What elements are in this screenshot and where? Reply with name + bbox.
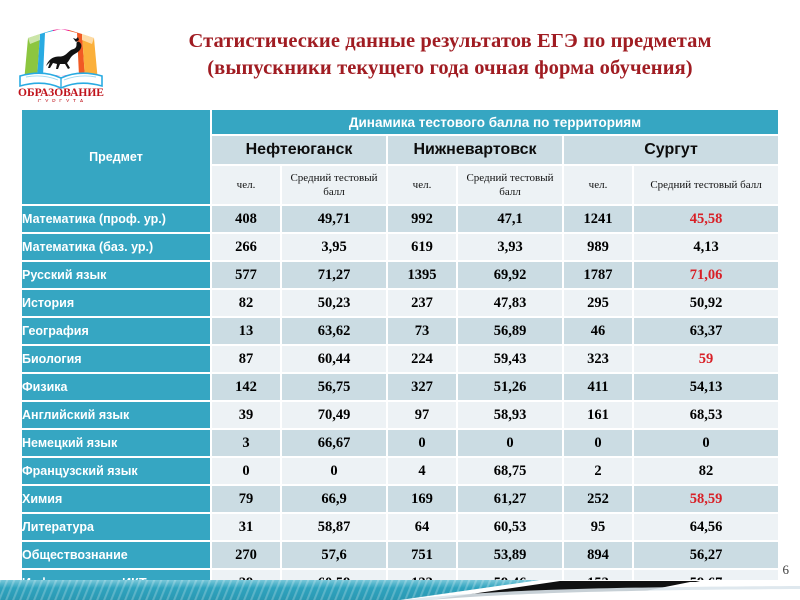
row-cell-4: 95 <box>564 514 634 542</box>
header-avgscore-surgut: Средний тестовый балл <box>634 166 778 206</box>
header-count-surgut: чел. <box>564 166 634 206</box>
row-cell-5: 82 <box>634 458 778 486</box>
header-count-nefteyugansk: чел. <box>212 166 282 206</box>
row-cell-4: 323 <box>564 346 634 374</box>
logo-open-book <box>20 73 102 88</box>
table-row <box>22 262 778 290</box>
row-cell-0: 0 <box>212 458 282 486</box>
row-cell-0: 79 <box>212 486 282 514</box>
row-cell-5: 64,56 <box>634 514 778 542</box>
row-cell-4: 295 <box>564 290 634 318</box>
row-cell-0: 408 <box>212 206 282 234</box>
row-cell-5: 0 <box>634 430 778 458</box>
row-cell-1: 56,75 <box>282 374 388 402</box>
row-cell-0: 13 <box>212 318 282 346</box>
row-cell-1: 60,44 <box>282 346 388 374</box>
row-cell-1: 63,62 <box>282 318 388 346</box>
row-cell-0: 577 <box>212 262 282 290</box>
row-cell-2: 992 <box>388 206 458 234</box>
row-cell-2: 1395 <box>388 262 458 290</box>
row-subject-label: Французский язык <box>22 458 212 486</box>
row-cell-3: 47,83 <box>458 290 564 318</box>
row-cell-4: 161 <box>564 402 634 430</box>
obrazovanie-surguta-logo <box>10 4 114 102</box>
row-cell-3: 56,89 <box>458 318 564 346</box>
row-cell-0: 39 <box>212 402 282 430</box>
row-cell-3: 51,26 <box>458 374 564 402</box>
row-cell-2: 0 <box>388 430 458 458</box>
row-cell-1: 70,49 <box>282 402 388 430</box>
row-cell-1: 49,71 <box>282 206 388 234</box>
row-cell-2: 327 <box>388 374 458 402</box>
row-cell-0: 142 <box>212 374 282 402</box>
row-cell-2: 97 <box>388 402 458 430</box>
row-cell-5: 59 <box>634 346 778 374</box>
row-cell-2: 169 <box>388 486 458 514</box>
row-cell-2: 4 <box>388 458 458 486</box>
header-city-nefteyugansk: Нефтеюганск <box>212 136 388 166</box>
table-body <box>22 206 778 598</box>
header-group-dynamics: Динамика тестового балла по территориям <box>212 110 778 136</box>
row-subject-label: География <box>22 318 212 346</box>
row-cell-0: 270 <box>212 542 282 570</box>
row-cell-4: 2 <box>564 458 634 486</box>
row-cell-5: 50,92 <box>634 290 778 318</box>
page-number: 6 <box>782 562 789 577</box>
row-cell-3: 0 <box>458 430 564 458</box>
row-cell-3: 53,89 <box>458 542 564 570</box>
row-subject-label: Английский язык <box>22 402 212 430</box>
row-cell-0: 82 <box>212 290 282 318</box>
row-cell-3: 69,92 <box>458 262 564 290</box>
row-cell-4: 894 <box>564 542 634 570</box>
row-cell-4: 411 <box>564 374 634 402</box>
row-cell-0: 266 <box>212 234 282 262</box>
row-cell-0: 31 <box>212 514 282 542</box>
row-cell-5: 71,06 <box>634 262 778 290</box>
row-cell-3: 3,93 <box>458 234 564 262</box>
row-cell-4: 0 <box>564 430 634 458</box>
table-header <box>22 110 778 206</box>
table-row <box>22 206 778 234</box>
table-row <box>22 458 778 486</box>
table-row <box>22 290 778 318</box>
row-cell-3: 47,1 <box>458 206 564 234</box>
slide-title <box>130 28 770 82</box>
row-cell-1: 50,23 <box>282 290 388 318</box>
table-row <box>22 486 778 514</box>
table-row <box>22 542 778 570</box>
row-cell-1: 0 <box>282 458 388 486</box>
row-cell-5: 56,27 <box>634 542 778 570</box>
row-subject-label: Литература <box>22 514 212 542</box>
row-cell-1: 66,9 <box>282 486 388 514</box>
header-city-surgut: Сургут <box>564 136 778 166</box>
row-cell-0: 3 <box>212 430 282 458</box>
row-cell-5: 58,59 <box>634 486 778 514</box>
logo-main-text: ОБРАЗОВАНИЕ <box>18 87 104 99</box>
table-row <box>22 430 778 458</box>
row-subject-label: История <box>22 290 212 318</box>
footer-decoration <box>0 578 800 600</box>
ege-results-table <box>22 110 778 598</box>
header-avgscore-nefteyugansk: Средний тестовый балл <box>282 166 388 206</box>
table-row <box>22 346 778 374</box>
row-subject-label: Математика (баз. ур.) <box>22 234 212 262</box>
row-cell-2: 73 <box>388 318 458 346</box>
row-cell-2: 224 <box>388 346 458 374</box>
row-cell-4: 1241 <box>564 206 634 234</box>
row-cell-2: 619 <box>388 234 458 262</box>
row-cell-1: 71,27 <box>282 262 388 290</box>
slide-title-line-2: (выпускники текущего года очная форма обучения) <box>207 57 693 79</box>
table-row <box>22 234 778 262</box>
row-cell-4: 989 <box>564 234 634 262</box>
row-cell-4: 46 <box>564 318 634 346</box>
row-cell-1: 66,67 <box>282 430 388 458</box>
row-subject-label: Обществознание <box>22 542 212 570</box>
row-cell-5: 68,53 <box>634 402 778 430</box>
row-subject-label: Русский язык <box>22 262 212 290</box>
row-cell-4: 252 <box>564 486 634 514</box>
row-cell-5: 54,13 <box>634 374 778 402</box>
row-cell-3: 60,53 <box>458 514 564 542</box>
row-cell-5: 63,37 <box>634 318 778 346</box>
row-cell-1: 3,95 <box>282 234 388 262</box>
table-row <box>22 318 778 346</box>
table-row <box>22 402 778 430</box>
row-subject-label: Химия <box>22 486 212 514</box>
row-cell-0: 87 <box>212 346 282 374</box>
header-avgscore-nizhnevartovsk: Средний тестовый балл <box>458 166 564 206</box>
row-cell-5: 45,58 <box>634 206 778 234</box>
row-cell-1: 57,6 <box>282 542 388 570</box>
row-subject-label: Математика (проф. ур.) <box>22 206 212 234</box>
row-cell-3: 68,75 <box>458 458 564 486</box>
row-cell-3: 58,93 <box>458 402 564 430</box>
slide-title-line-1: Статистические данные результатов ЕГЭ по предметам <box>188 30 712 52</box>
header-count-nizhnevartovsk: чел. <box>388 166 458 206</box>
row-cell-2: 751 <box>388 542 458 570</box>
header-subject: Предмет <box>22 110 212 206</box>
row-cell-4: 1787 <box>564 262 634 290</box>
row-subject-label: Биология <box>22 346 212 374</box>
row-cell-3: 61,27 <box>458 486 564 514</box>
header-city-nizhnevartovsk: Нижневартовск <box>388 136 564 166</box>
row-subject-label: Физика <box>22 374 212 402</box>
table-row <box>22 514 778 542</box>
row-subject-label: Немецкий язык <box>22 430 212 458</box>
row-cell-1: 58,87 <box>282 514 388 542</box>
row-cell-3: 59,43 <box>458 346 564 374</box>
table-row <box>22 374 778 402</box>
logo-sub-text: С У Р Г У Т А <box>37 99 85 102</box>
row-cell-2: 64 <box>388 514 458 542</box>
row-cell-5: 4,13 <box>634 234 778 262</box>
row-cell-2: 237 <box>388 290 458 318</box>
